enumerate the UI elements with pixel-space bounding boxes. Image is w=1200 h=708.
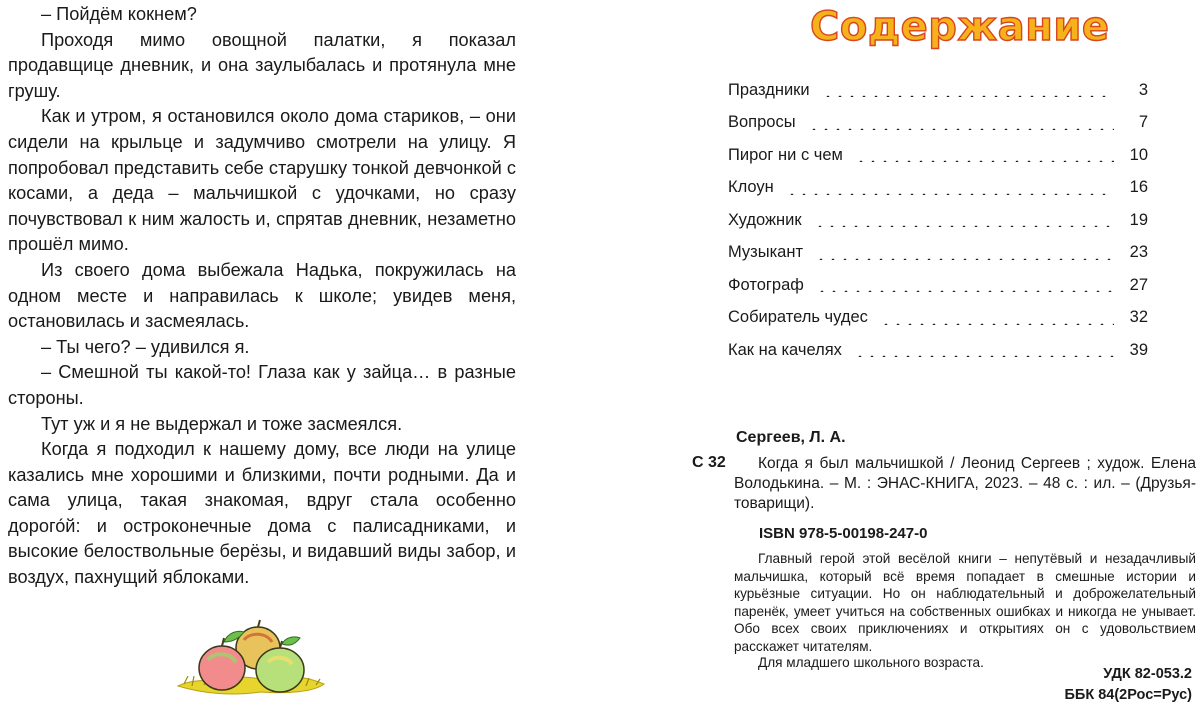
toc-item-label: Вопросы	[728, 113, 796, 132]
story-paragraph: Когда я подходил к нашему дому, все люди на улице казались мне хорошими и близкими, почти родными. Да и сама улица, такая знакомая, вдруг стала особенно дорого́й: и остроконечные дома с палисадниками, и высокие белоствольные берёзы, и видавший виды забор, и воздух, пахнущий яблоками.	[8, 439, 516, 588]
left-page	[0, 0, 540, 708]
toc-item-page: 16	[1129, 178, 1148, 197]
story-text	[8, 2, 516, 591]
udk-code: УДК 82-053.2	[1103, 666, 1192, 682]
toc-item-label: Как на качелях	[728, 340, 842, 359]
toc-item-label: Художник	[728, 210, 802, 229]
story-paragraph: – Пойдём кокнем?	[41, 4, 197, 24]
toc-item-page: 39	[1129, 340, 1148, 359]
toc-item-label: Пирог ни с чем	[728, 145, 843, 164]
apples-illustration-icon	[174, 612, 326, 698]
author-code: С 32	[692, 454, 726, 471]
toc-item-label: Фотограф	[728, 275, 804, 294]
toc-item-page: 32	[1129, 308, 1148, 327]
toc-item-page: 27	[1129, 275, 1148, 294]
toc-item-label: Музыкант	[728, 243, 804, 262]
bibliographic-record	[600, 0, 1200, 708]
audience-note: Для младшего школьного возраста.	[758, 655, 984, 670]
toc-item-page: 19	[1129, 210, 1148, 229]
story-paragraph: Тут уж и я не выдержал и тоже засмеялся.	[41, 413, 403, 434]
annotation: Главный герой этой весёлой книги – непутёвый и незадачливый мальчишка, который всё время попадает в смешные истории и курьёзные ситуации. Но он наблюдательный и доброжелательный паренёк, умеет учиться на собственных ошибках и никогда не унывает. Обо всех своих приключениях и открытиях он с удовольствием расскажет читателям.	[734, 551, 1196, 654]
isbn: ISBN 978-5-00198-247-0	[759, 525, 928, 542]
author-name: Сергеев, Л. А.	[736, 429, 846, 446]
story-paragraph: Как и утром, я остановился около дома стариков, – они сидели на крыльце и задумчиво смотрели на улицу. Я попробовал представить себе старушку тонкой девчонкой с косами, а деда – мальчишкой с удочками, но сразу почувствовал к ним жалость и, спрятав дневник, незаметно прошёл мимо.	[8, 106, 516, 255]
story-paragraph: – Ты чего? – удивился я.	[41, 336, 250, 357]
toc-title: Содержание	[810, 4, 1110, 50]
story-paragraph: Проходя мимо овощной палатки, я показал продавщице дневник, и она заулыбалась и протянула мне грушу.	[8, 29, 516, 101]
toc-item-label: Собиратель чудес	[728, 308, 868, 327]
toc-item-page: 23	[1129, 243, 1148, 262]
story-paragraph: – Смешной ты какой-то! Глаза как у зайца… в разные стороны.	[8, 362, 516, 408]
toc-item-page: 7	[1138, 113, 1148, 132]
toc-item-page: 10	[1129, 145, 1148, 164]
bibliographic-description: Когда я был мальчишкой / Леонид Сергеев ; худож. Елена Володькина. – М. : ЭНАС-КНИГА, 2023. – 48 с. : ил. – (Друзья-товарищи).	[734, 455, 1196, 512]
story-paragraph: Из своего дома выбежала Надька, покружилась на одном месте и направилась к школе; увидев меня, остановилась и засмеялась.	[8, 259, 516, 332]
toc-item-label: Клоун	[728, 178, 774, 197]
right-page	[600, 0, 1200, 708]
toc-item-page: 3	[1138, 80, 1148, 99]
bbk-code: ББК 84(2Рос=Рус)	[1064, 687, 1192, 703]
toc-item-label: Праздники	[728, 80, 810, 99]
